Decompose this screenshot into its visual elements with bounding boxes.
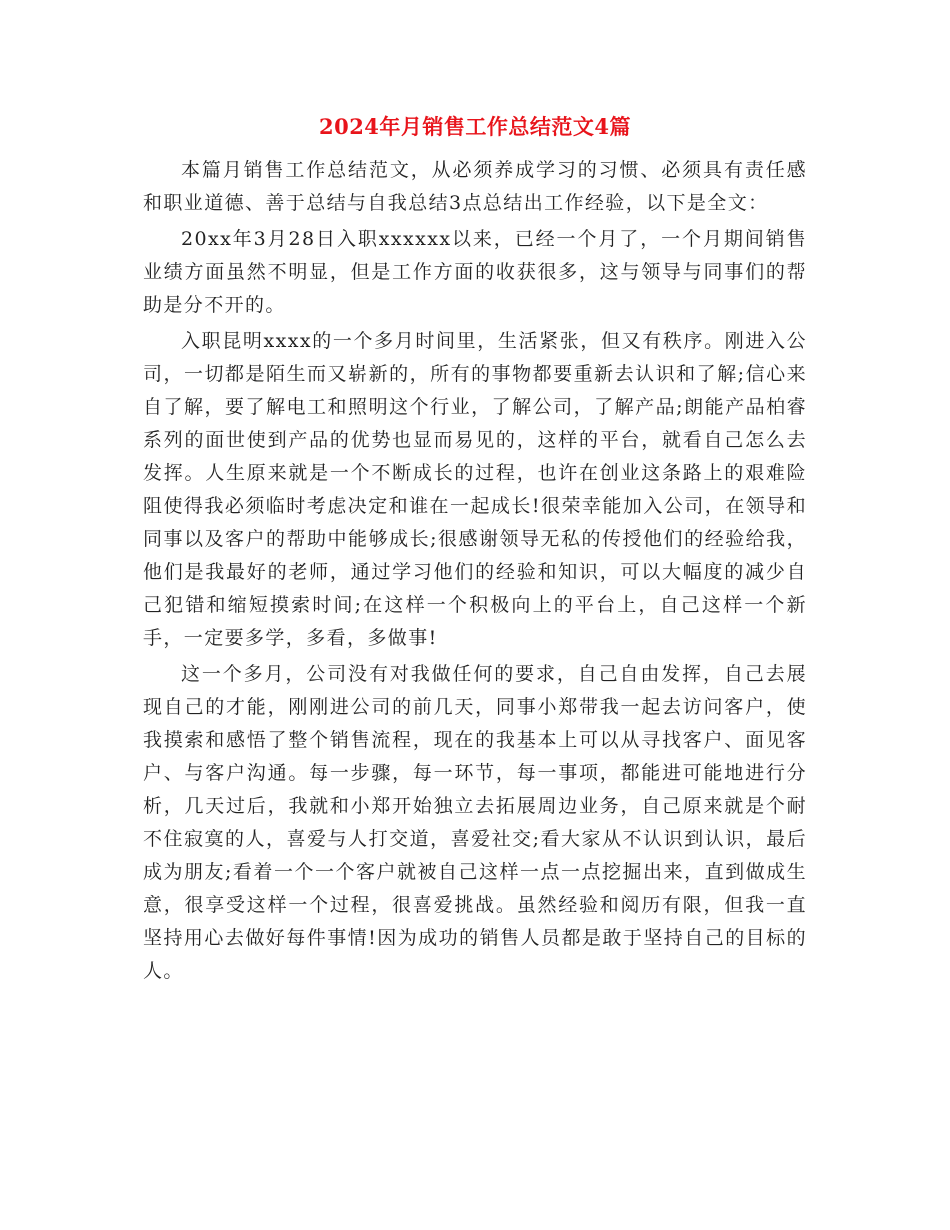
paragraph-joining: 20xx年3月28日入职xxxxxx以来，已经一个月了，一个月期间销售业绩方面虽然不明显，但是工作方面的收获很多，这与领导与同事们的帮助是分不开的。: [143, 228, 807, 316]
paragraph-experience: 入职昆明xxxx的一个多月时间里，生活紧张，但又有秩序。刚进入公司，一切都是陌生而又崭新的，所有的事物都要重新去认识和了解;信心来自了解，要了解电工和照明这个行业，了解公司，了解产品;朗能产品柏睿系列的面世使到产品的优势也显而易见的，这样的平台，就看自己怎么去发挥。人生原来就是一个不断成长的过程，也许在创业这条路上的艰难险阻使得我必须临时考虑决定和谁在一起成长!很荣幸能加入公司，在领导和同事以及客户的帮助中能够成长;很感谢领导无私的传授他们的经验给我，他们是我最好的老师，通过学习他们的经验和知识，可以大幅度的减少自己犯错和缩短摸索时间;在这样一个积极向上的平台上，自己这样一个新手，一定要多学，多看，多做事!: [143, 330, 807, 649]
paragraph-sales-process: 这一个多月，公司没有对我做任何的要求，自己自由发挥，自己去展现自己的才能，刚刚进公司的前几天，同事小郑带我一起去访问客户，使我摸索和感悟了整个销售流程，现在的我基本上可以从寻找客户、面见客户、与客户沟通。每一步骤，每一环节，每一事项，都能进可能地进行分析，几天过后，我就和小郑开始独立去拓展周边业务，自己原来就是个耐不住寂寞的人，喜爱与人打交道，喜爱社交;看大家从不认识到认识，最后成为朋友;看着一个一个客户就被自己这样一点一点挖掘出来，直到做成生意，很享受这样一个过程，很喜爱挑战。虽然经验和阅历有限，但我一直坚持用心去做好每件事情!因为成功的销售人员都是敢于坚持自己的目标的人。: [143, 663, 807, 982]
document-title: 2024年月销售工作总结范文4篇: [318, 114, 632, 139]
paragraph-intro: 本篇月销售工作总结范文，从必须养成学习的习惯、必须具有责任感和职业道德、善于总结与自我总结3点总结出工作经验，以下是全文：: [143, 159, 807, 214]
document-body: [143, 154, 807, 988]
